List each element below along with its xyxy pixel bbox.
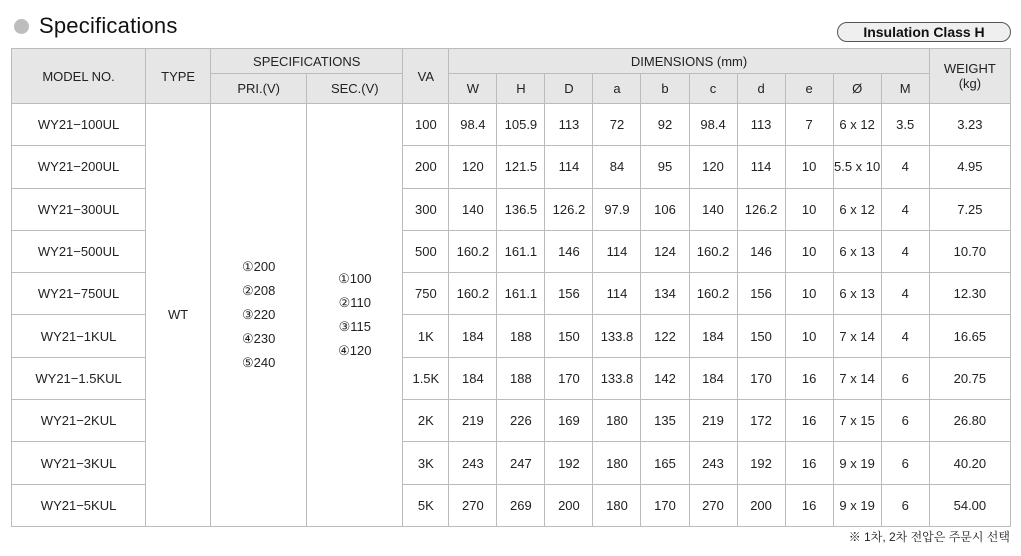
dimension-cell: 9 x 19 (833, 484, 881, 526)
dimension-cell: 6 (881, 400, 929, 442)
dimension-cell: 135 (641, 400, 689, 442)
weight-cell: 10.70 (929, 230, 1010, 272)
va-cell: 200 (403, 146, 449, 188)
va-cell: 500 (403, 230, 449, 272)
dimension-cell: 146 (737, 230, 785, 272)
dimension-cell: 16 (785, 400, 833, 442)
weight-cell: 3.23 (929, 104, 1010, 146)
dimension-cell: 7 x 15 (833, 400, 881, 442)
header-type: TYPE (146, 49, 211, 104)
sec-voltage-cell (307, 104, 403, 527)
dimension-cell: 10 (785, 315, 833, 357)
dimension-cell: 192 (545, 442, 593, 484)
dimension-cell: 10 (785, 273, 833, 315)
va-cell: 5K (403, 484, 449, 526)
dimension-cell: 10 (785, 146, 833, 188)
dimension-cell: 269 (497, 484, 545, 526)
dimension-cell: 6 x 12 (833, 104, 881, 146)
dimension-cell: 219 (689, 400, 737, 442)
weight-cell: 20.75 (929, 357, 1010, 399)
model-cell: WY21−3KUL (12, 442, 146, 484)
dimension-cell: 10 (785, 188, 833, 230)
dimension-cell: 243 (449, 442, 497, 484)
dimension-cell: 7 x 14 (833, 357, 881, 399)
dimension-cell: 192 (737, 442, 785, 484)
weight-cell: 40.20 (929, 442, 1010, 484)
dimension-cell: 142 (641, 357, 689, 399)
dimension-cell: 156 (737, 273, 785, 315)
header-dim-4: b (641, 74, 689, 104)
pri-voltage-option: ①200 (242, 258, 276, 274)
va-cell: 1K (403, 315, 449, 357)
dimension-cell: 113 (545, 104, 593, 146)
dimension-cell: 180 (593, 400, 641, 442)
weight-cell: 54.00 (929, 484, 1010, 526)
dimension-cell: 9 x 19 (833, 442, 881, 484)
dimension-cell: 122 (641, 315, 689, 357)
header-weight-label: WEIGHT (943, 61, 996, 76)
pri-voltage-option: ⑤240 (242, 354, 276, 370)
va-cell: 2K (403, 400, 449, 442)
dimension-cell: 169 (545, 400, 593, 442)
model-cell: WY21−200UL (12, 146, 146, 188)
weight-cell: 7.25 (929, 188, 1010, 230)
dimension-cell: 6 (881, 357, 929, 399)
dimension-cell: 165 (641, 442, 689, 484)
dimension-cell: 6 x 13 (833, 230, 881, 272)
dimension-cell: 184 (689, 315, 737, 357)
dimension-cell: 150 (545, 315, 593, 357)
dimension-cell: 113 (737, 104, 785, 146)
dimension-cell: 120 (689, 146, 737, 188)
dimension-cell: 160.2 (449, 230, 497, 272)
specifications-table (11, 48, 1011, 527)
model-cell: WY21−750UL (12, 273, 146, 315)
dimension-cell: 270 (449, 484, 497, 526)
dimension-cell: 6 x 13 (833, 273, 881, 315)
sec-voltage-option: ③115 (338, 318, 371, 334)
footnote: ※ 1차, 2차 전압은 주문시 선택 (848, 530, 1010, 544)
dimension-cell: 184 (449, 357, 497, 399)
dimension-cell: 97.9 (593, 188, 641, 230)
dimension-cell: 7 x 14 (833, 315, 881, 357)
dimension-cell: 188 (497, 357, 545, 399)
va-cell: 1.5K (403, 357, 449, 399)
va-cell: 300 (403, 188, 449, 230)
dimension-cell: 84 (593, 146, 641, 188)
dimension-cell: 270 (689, 484, 737, 526)
dimension-cell: 124 (641, 230, 689, 272)
dimension-cell: 95 (641, 146, 689, 188)
dimension-cell: 161.1 (497, 273, 545, 315)
dimension-cell: 6 (881, 484, 929, 526)
table-row (12, 104, 1011, 146)
model-cell: WY21−1KUL (12, 315, 146, 357)
dimension-cell: 170 (737, 357, 785, 399)
sec-voltage-option: ④120 (338, 342, 372, 358)
weight-cell: 12.30 (929, 273, 1010, 315)
header-va: VA (403, 49, 449, 104)
dimension-cell: 6 (881, 442, 929, 484)
model-cell: WY21−100UL (12, 104, 146, 146)
dimension-cell: 105.9 (497, 104, 545, 146)
header-dim-8: Ø (833, 74, 881, 104)
header-dim-3: a (593, 74, 641, 104)
bullet-icon (14, 19, 29, 34)
dimension-cell: 200 (737, 484, 785, 526)
dimension-cell: 134 (641, 273, 689, 315)
dimension-cell: 3.5 (881, 104, 929, 146)
dimension-cell: 160.2 (689, 273, 737, 315)
header-specifications: SPECIFICATIONS (211, 49, 403, 74)
model-cell: WY21−300UL (12, 188, 146, 230)
dimension-cell: 180 (593, 442, 641, 484)
dimension-cell: 150 (737, 315, 785, 357)
dimension-cell: 6 x 12 (833, 188, 881, 230)
type-cell: WT (146, 104, 211, 527)
header-dimensions: DIMENSIONS (mm) (449, 49, 929, 74)
dimension-cell: 161.1 (497, 230, 545, 272)
header-dim-5: c (689, 74, 737, 104)
dimension-cell: 7 (785, 104, 833, 146)
dimension-cell: 156 (545, 273, 593, 315)
dimension-cell: 114 (737, 146, 785, 188)
header-weight-unit: (kg) (958, 76, 982, 91)
dimension-cell: 226 (497, 400, 545, 442)
dimension-cell: 170 (641, 484, 689, 526)
dimension-cell: 133.8 (593, 315, 641, 357)
dimension-cell: 126.2 (737, 188, 785, 230)
pri-voltage-option: ②208 (242, 282, 276, 298)
dimension-cell: 4 (881, 273, 929, 315)
pri-voltage-cell (211, 104, 307, 527)
dimension-cell: 72 (593, 104, 641, 146)
model-cell: WY21−5KUL (12, 484, 146, 526)
dimension-cell: 200 (545, 484, 593, 526)
header-dim-2: D (545, 74, 593, 104)
model-cell: WY21−500UL (12, 230, 146, 272)
dimension-cell: 98.4 (449, 104, 497, 146)
dimension-cell: 160.2 (689, 230, 737, 272)
dimension-cell: 172 (737, 400, 785, 442)
header-dim-7: e (785, 74, 833, 104)
dimension-cell: 170 (545, 357, 593, 399)
model-cell: WY21−1.5KUL (12, 357, 146, 399)
dimension-cell: 121.5 (497, 146, 545, 188)
weight-cell: 16.65 (929, 315, 1010, 357)
dimension-cell: 114 (545, 146, 593, 188)
va-cell: 750 (403, 273, 449, 315)
dimension-cell: 133.8 (593, 357, 641, 399)
dimension-cell: 188 (497, 315, 545, 357)
header-dim-9: M (881, 74, 929, 104)
weight-cell: 26.80 (929, 400, 1010, 442)
pri-voltage-option: ③220 (242, 306, 276, 322)
dimension-cell: 180 (593, 484, 641, 526)
dimension-cell: 136.5 (497, 188, 545, 230)
pri-voltage-option: ④230 (242, 330, 276, 346)
dimension-cell: 120 (449, 146, 497, 188)
dimension-cell: 4 (881, 230, 929, 272)
dimension-cell: 4 (881, 146, 929, 188)
dimension-cell: 4 (881, 315, 929, 357)
dimension-cell: 184 (689, 357, 737, 399)
dimension-cell: 4 (881, 188, 929, 230)
dimension-cell: 10 (785, 230, 833, 272)
dimension-cell: 114 (593, 273, 641, 315)
dimension-cell: 146 (545, 230, 593, 272)
header-pri: PRI.(V) (211, 74, 307, 104)
header-weight (929, 49, 1010, 104)
dimension-cell: 16 (785, 484, 833, 526)
page-title: Specifications (39, 13, 178, 38)
dimension-cell: 160.2 (449, 273, 497, 315)
header-model: MODEL NO. (12, 49, 146, 104)
dimension-cell: 5.5 x 10 (833, 146, 881, 188)
dimension-cell: 247 (497, 442, 545, 484)
weight-cell: 4.95 (929, 146, 1010, 188)
dimension-cell: 106 (641, 188, 689, 230)
dimension-cell: 243 (689, 442, 737, 484)
section-header (14, 12, 178, 40)
sec-voltage-option: ①100 (338, 270, 372, 286)
dimension-cell: 92 (641, 104, 689, 146)
header-sec: SEC.(V) (307, 74, 403, 104)
dimension-cell: 114 (593, 230, 641, 272)
dimension-cell: 219 (449, 400, 497, 442)
header-dim-6: d (737, 74, 785, 104)
dimension-cell: 140 (449, 188, 497, 230)
va-cell: 3K (403, 442, 449, 484)
dimension-cell: 98.4 (689, 104, 737, 146)
model-cell: WY21−2KUL (12, 400, 146, 442)
sec-voltage-option: ②110 (338, 294, 371, 310)
dimension-cell: 140 (689, 188, 737, 230)
header-dim-1: H (497, 74, 545, 104)
dimension-cell: 126.2 (545, 188, 593, 230)
insulation-class-badge: Insulation Class H (837, 22, 1011, 42)
header-dim-0: W (449, 74, 497, 104)
dimension-cell: 16 (785, 442, 833, 484)
dimension-cell: 184 (449, 315, 497, 357)
dimension-cell: 16 (785, 357, 833, 399)
va-cell: 100 (403, 104, 449, 146)
